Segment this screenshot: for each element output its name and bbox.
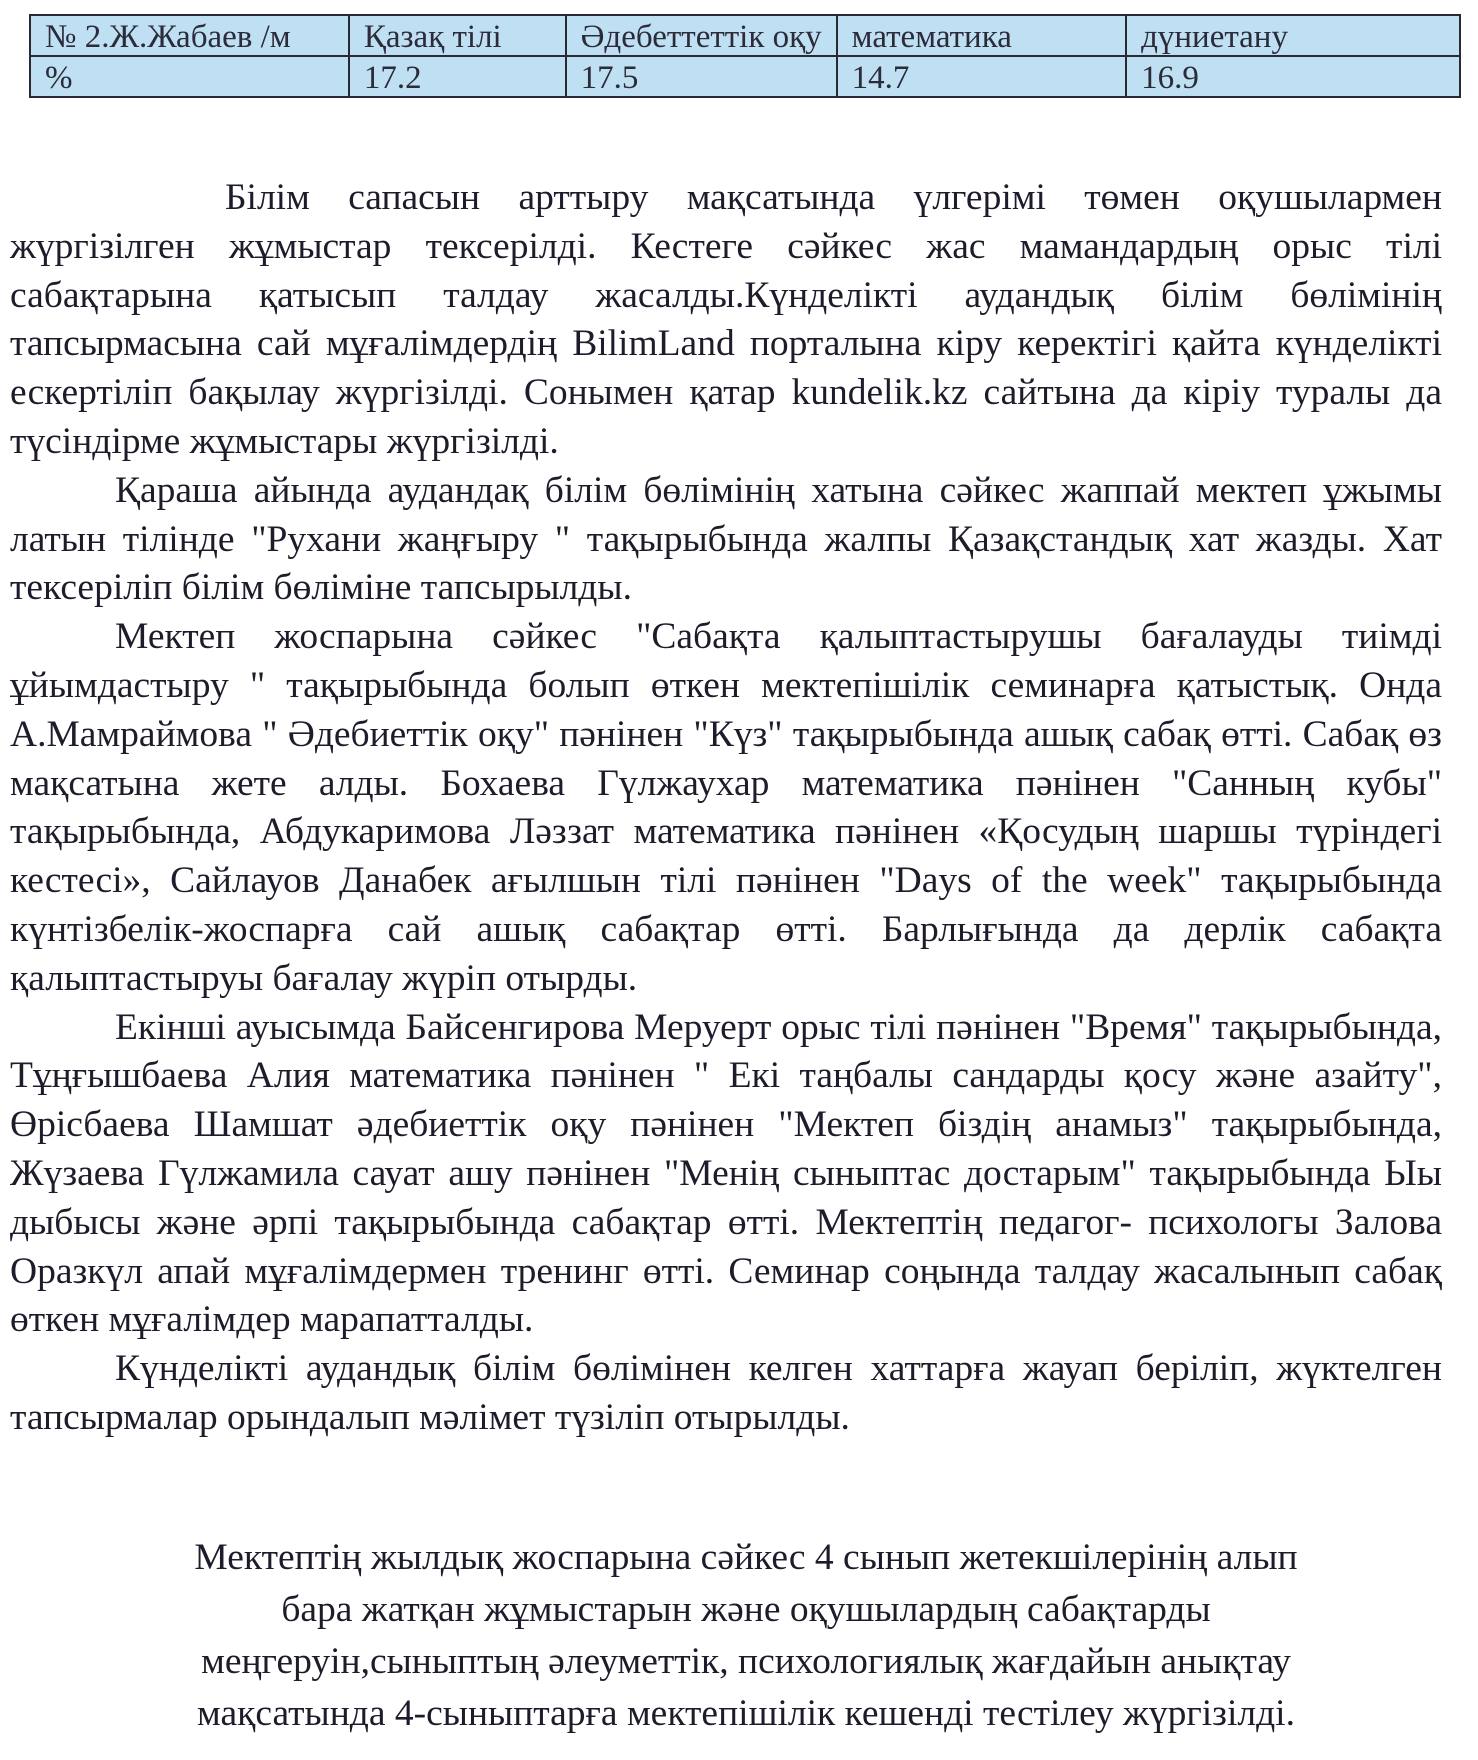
table-cell-value-world: 16.9 (1126, 56, 1460, 97)
paragraph-letters: Күнделікті аудандық білім бөлімінен келген хаттарға жауап беріліп, жүктелген тапсырмалар орындалып мәлімет түзіліп отырылды. (10, 1348, 1442, 1438)
results-table (29, 14, 1461, 98)
table-cell-value-literature: 17.5 (566, 56, 837, 97)
centered-paragraph (60, 1532, 1432, 1740)
centered-line: бара жатқан жұмыстарын және оқушылардың сабақтарды (281, 1589, 1211, 1630)
table-cell-literature: Әдебеттеттік оқу (566, 15, 837, 56)
table-values-row (30, 56, 1460, 97)
paragraph-second-shift: Екінші ауысымда Байсенгирова Меруерт орыс тілі пәнінен "Время" тақырыбында, Тұңғышбаева Алия математика пәнінен " Екі таңбалы сандарды қосу және азайту", Өрісбаева Шамшат әдебиеттік оқу пәнінен "Мектеп біздің анамыз" тақырыбында, Жүзаева Гүлжамила сауат ашу пәнінен "Менің сыныптас достарым" тақырыбында Ыы дыбысы және әрпі тақырыбында сабақтар өтті. Мектептің педагог- психологы Залова Оразкүл апай мұғалімдермен тренинг өтті. Семинар соңында талдау жасалынып сабақ өткен мұғалімдер марапатталды. (10, 1006, 1442, 1341)
table-cell-value-kazakh: 17.2 (349, 56, 566, 97)
table-cell-school: № 2.Ж.Жабаев /м (30, 15, 349, 56)
centered-line: мақсатында 4-сыныптарға мектепішілік кешенді тестілеу жүргізілді. (197, 1693, 1295, 1734)
table-cell-world: дүниетану (1126, 15, 1460, 56)
table-cell-math: математика (837, 15, 1126, 56)
centered-line: Мектептің жылдық жоспарына сәйкес 4 сынып жетекшілерінің алып (194, 1537, 1298, 1578)
table-cell-kazakh: Қазақ тілі (349, 15, 566, 56)
centered-line: меңгеруін,сыныптың әлеуметтік, психологиялық жағдайын анықтау (201, 1641, 1291, 1682)
report-body (10, 174, 1442, 1443)
paragraph-november: Қараша айында аудандақ білім бөлімінің хатына сәйкес жаппай мектеп ұжымы латын тілінде "Рухани жаңғыру " тақырыбында жалпы Қазақстандық хат жазды. Хат тексеріліп білім бөліміне тапсырылды. (10, 469, 1442, 609)
table-header-row (30, 15, 1460, 56)
table-cell-percent: % (30, 56, 349, 97)
table-cell-value-math: 14.7 (837, 56, 1126, 97)
paragraph-seminar: Мектеп жоспарына сәйкес "Сабақта қалыптастырушы бағалауды тиімді ұйымдастыру " тақырыбында болып өткен мектепішілік семинарға қатыстық. Онда А.Мамраймова " Әдебиеттік оқу" пәнінен "Күз" тақырыбында ашық сабақ өтті. Сабақ өз мақсатына жете алды. Бохаева Гүлжаухар математика пәнінен "Санның кубы" тақырыбында, Абдукаримова Ләззат математика пәнінен «Қосудың шаршы түріндегі кестесі», Сайлауов Данабек ағылшын тілі пәнінен "Days of the week" тақырыбында күнтізбелік-жоспарға сай ашық сабақтар өтті. Барлығында да дерлік сабақта қалыптастыруы бағалау жүріп отырды. (10, 616, 1442, 999)
paragraph-quality: Білім сапасын арттыру мақсатында үлгерімі төмен оқушылармен жүргізілген жұмыстар тексерілді. Кестеге сәйкес жас мамандардың орыс тілі сабақтарына қатысып талдау жасалды.Күнделікті аудандық білім бөлімінің тапсырмасына сай мұғалімдердің BilimLand порталына кіру керектігі қайта күнделікті ескертіліп бақылау жүргізілді. Сонымен қатар kundelik.kz сайтына да кіріу туралы да түсіндірме жұмыстары жүргізілді. (10, 177, 1442, 462)
